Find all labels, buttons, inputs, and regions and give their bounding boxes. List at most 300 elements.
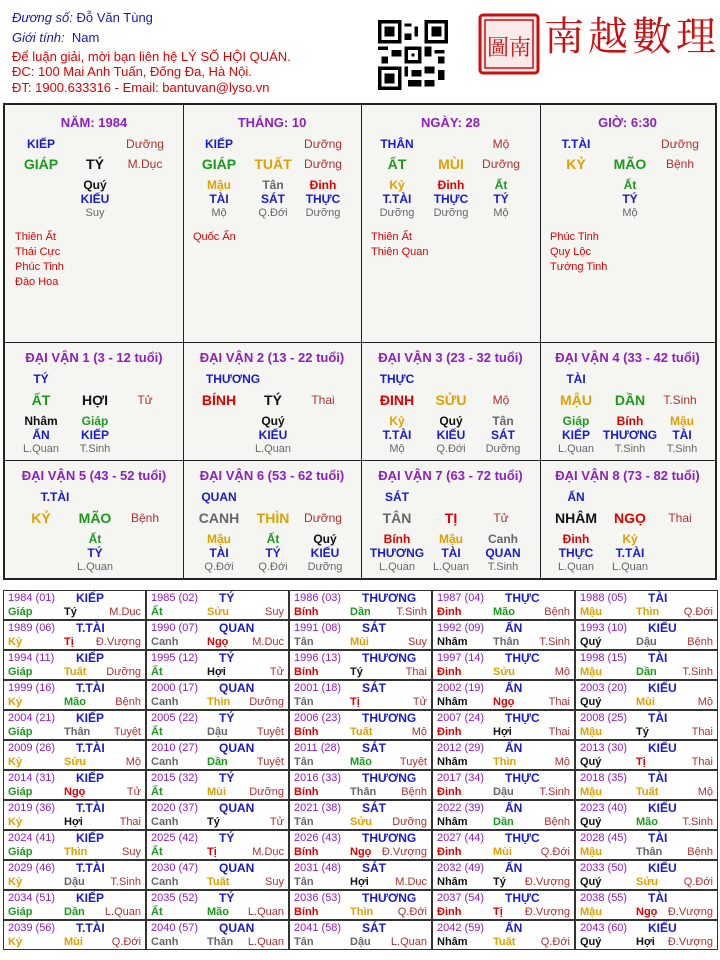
dai-van-cell: ẤN: [32, 428, 50, 442]
dai-van-cell: SÁT: [491, 428, 515, 442]
year-god: THƯƠNG: [362, 591, 417, 605]
year-god: KIẾU: [648, 741, 677, 755]
year-phase: Đ.Vượng: [667, 936, 713, 948]
heavenly-stem: KỶ: [566, 156, 586, 172]
year-cell[interactable]: [289, 770, 432, 800]
year-label: 2040 (57): [151, 922, 199, 934]
dai-van-cell: Mậu: [207, 532, 231, 546]
year-cell[interactable]: [432, 920, 575, 950]
year-cell[interactable]: [146, 650, 289, 680]
year-cell[interactable]: [432, 740, 575, 770]
year-label: 2019 (36): [8, 802, 56, 814]
year-cell[interactable]: [289, 830, 432, 860]
dai-van-cell: Quý: [313, 532, 337, 546]
dai-van-cell: TÝ: [265, 546, 281, 560]
dai-van-phase: Thai: [311, 393, 335, 407]
star-label: Đào Hoa: [15, 276, 59, 288]
year-phase: Thai: [405, 666, 427, 678]
year-cell[interactable]: [146, 890, 289, 920]
year-cell[interactable]: [575, 770, 718, 800]
year-cell[interactable]: [575, 680, 718, 710]
year-branch: Tuất: [636, 786, 659, 798]
year-branch: Thân: [636, 846, 663, 858]
year-phase: Dưỡng: [392, 816, 427, 828]
year-label: 2036 (53): [294, 892, 342, 904]
year-cell[interactable]: [575, 710, 718, 740]
name-line: [12, 10, 153, 25]
year-cell[interactable]: [432, 680, 575, 710]
year-phase: Đ.Vượng: [524, 876, 570, 888]
dai-van-cell: Ất: [266, 532, 280, 546]
heavenly-stem: ẤT: [387, 156, 407, 172]
year-phase: Bệnh: [544, 606, 570, 618]
dai-van-title: ĐẠI VẬN 5 (43 - 52 tuổi): [21, 468, 167, 483]
year-stem: Tân: [294, 816, 314, 828]
year-label: 2025 (42): [151, 832, 199, 844]
year-phase: Thai: [691, 726, 713, 738]
year-label: 1995 (12): [151, 652, 199, 664]
year-branch: Sửu: [636, 876, 659, 888]
year-cell[interactable]: [3, 740, 146, 770]
year-branch: Ngọ: [64, 786, 86, 798]
year-cell[interactable]: [575, 650, 718, 680]
year-god: KIẾP: [76, 651, 105, 665]
earthly-branch: TUẤT: [254, 156, 292, 172]
dai-van-cell: Canh: [488, 532, 518, 546]
year-god: KIẾP: [76, 831, 105, 845]
year-label: 2030 (47): [151, 862, 199, 874]
year-label: 2017 (34): [437, 772, 485, 784]
year-label: 2015 (32): [151, 772, 199, 784]
year-god: TÀI: [648, 651, 668, 665]
dai-van-title: ĐẠI VẬN 6 (53 - 62 tuổi): [199, 468, 345, 483]
year-cell[interactable]: [289, 890, 432, 920]
hidden-stem-cell: TÝ: [622, 192, 638, 206]
year-phase: Mộ: [697, 696, 713, 708]
year-label: 2010 (27): [151, 742, 199, 754]
year-label: 2016 (33): [294, 772, 342, 784]
hidden-stem-cell: THỰC: [305, 192, 341, 206]
year-label: 2001 (18): [294, 682, 342, 694]
year-label: 1999 (16): [8, 682, 56, 694]
year-cell[interactable]: [432, 800, 575, 830]
year-branch: Tị: [493, 906, 503, 918]
year-god: ẤN: [505, 741, 523, 755]
year-label: 2013 (30): [580, 742, 628, 754]
earthly-branch: TÝ: [86, 156, 104, 172]
dai-van-cell: Q.Đới: [204, 561, 234, 573]
year-branch: Tị: [636, 756, 646, 768]
dai-van-cell: L.Quan: [432, 561, 470, 573]
year-branch: Hợi: [350, 876, 369, 888]
dai-van-god: THỰC: [379, 372, 415, 386]
year-stem: Kỷ: [8, 756, 23, 768]
year-phase: L.Quan: [104, 906, 141, 918]
year-phase: M.Dục: [395, 876, 427, 888]
year-branch: Dậu: [636, 636, 657, 648]
year-branch: Tý: [207, 816, 220, 828]
year-branch: Mão: [64, 696, 86, 708]
year-cell[interactable]: [289, 860, 432, 890]
year-phase: Thai: [548, 696, 570, 708]
dai-van-branch: TÝ: [264, 392, 282, 408]
year-stem: Bính: [294, 906, 319, 918]
year-cell[interactable]: [3, 590, 146, 620]
year-phase: Bệnh: [544, 816, 570, 828]
year-god: KIẾP: [76, 591, 105, 605]
year-stem: Ất: [151, 906, 163, 918]
pillar-1: [5, 105, 183, 342]
year-cell[interactable]: [146, 800, 289, 830]
year-god: KIẾU: [648, 681, 677, 695]
dai-van-cell: QUAN: [485, 546, 521, 560]
year-god: KIẾU: [648, 801, 677, 815]
year-stem: Kỷ: [8, 936, 23, 948]
dai-van-cell: Giáp: [562, 414, 590, 428]
dai-van-cell: TÝ: [87, 546, 103, 560]
year-stem: Canh: [151, 936, 179, 948]
hidden-stem-cell: KIẾU: [80, 192, 110, 206]
year-phase: Bệnh: [401, 786, 427, 798]
dai-van-7: [361, 460, 540, 578]
year-branch: Tý: [493, 876, 506, 888]
year-branch: Thìn: [636, 606, 660, 618]
year-phase: Tuyệt: [399, 756, 427, 768]
year-god: ẤN: [505, 621, 523, 635]
year-label: 2037 (54): [437, 892, 485, 904]
year-cell[interactable]: [575, 590, 718, 620]
hidden-stem-cell: TÝ: [493, 192, 509, 206]
year-branch: Tuất: [350, 726, 373, 738]
pillar-3: [361, 105, 540, 342]
year-cell[interactable]: [3, 800, 146, 830]
year-god: QUAN: [219, 921, 255, 935]
dai-van-cell: L.Quan: [557, 561, 595, 573]
dai-van-cell: L.Quan: [254, 443, 292, 455]
year-god: THỰC: [505, 651, 540, 665]
hidden-stem-cell: Mậu: [207, 178, 231, 192]
year-label: 2008 (25): [580, 712, 628, 724]
year-stem: Đinh: [437, 786, 462, 798]
year-cell[interactable]: [432, 620, 575, 650]
year-branch: Dần: [207, 756, 228, 768]
dai-van-stem: BÍNH: [201, 392, 237, 408]
header: [0, 0, 720, 100]
year-label: 1994 (11): [8, 652, 55, 664]
year-cell[interactable]: [575, 620, 718, 650]
year-branch: Mùi: [64, 936, 83, 948]
year-phase: Q.Đới: [540, 846, 570, 858]
year-label: 2018 (35): [580, 772, 628, 784]
ten-god-top: KIẾP: [26, 137, 56, 151]
year-phase: Mộ: [125, 756, 141, 768]
year-stem: Nhâm: [437, 636, 468, 648]
dai-van-title: ĐẠI VẬN 1 (3 - 12 tuổi): [25, 350, 163, 365]
year-phase: Bệnh: [115, 696, 141, 708]
year-cell[interactable]: [575, 890, 718, 920]
year-stem: Giáp: [8, 786, 33, 798]
year-cell[interactable]: [289, 590, 432, 620]
dai-van-cell: Mậu: [670, 414, 694, 428]
year-cell[interactable]: [575, 920, 718, 950]
dai-van-stem: NHÂM: [555, 510, 597, 526]
year-branch: Ngọ: [207, 636, 229, 648]
year-cell[interactable]: [3, 650, 146, 680]
hidden-stem-cell: Mộ: [211, 207, 227, 219]
year-god: TÝ: [219, 651, 235, 665]
year-phase: Đ.Vượng: [381, 846, 427, 858]
year-branch: Thìn: [64, 846, 88, 858]
year-label: 2043 (60): [580, 922, 628, 934]
year-god: TÝ: [219, 831, 235, 845]
year-cell[interactable]: [575, 740, 718, 770]
year-branch: Hợi: [636, 936, 655, 948]
year-cell[interactable]: [575, 800, 718, 830]
year-phase: M.Dục: [252, 846, 284, 858]
brand-logo: 南越數理: [544, 14, 720, 60]
year-label: 1986 (03): [294, 592, 342, 604]
dai-van-2: [183, 342, 361, 460]
year-stem: Giáp: [8, 846, 33, 858]
year-cell[interactable]: [289, 620, 432, 650]
year-cell[interactable]: [432, 890, 575, 920]
year-stem: Canh: [151, 876, 179, 888]
year-branch: Ngọ: [350, 846, 372, 858]
year-cell[interactable]: [3, 860, 146, 890]
year-stem: Mậu: [580, 786, 602, 798]
year-god: TÝ: [219, 591, 235, 605]
year-branch: Mùi: [636, 696, 655, 708]
year-branch: Sửu: [493, 666, 516, 678]
year-cell[interactable]: [289, 920, 432, 950]
year-god: T.TÀI: [76, 861, 105, 875]
dai-van-cell: TÀI: [209, 546, 229, 560]
year-branch: Sửu: [64, 756, 87, 768]
year-cell[interactable]: [575, 860, 718, 890]
dai-van-cell: T.Sinh: [614, 443, 646, 455]
dai-van-phase: Bệnh: [130, 511, 160, 525]
year-label: 2034 (51): [8, 892, 56, 904]
year-branch: Ngọ: [636, 906, 658, 918]
star-label: Phúc Tinh: [550, 231, 599, 243]
address-line: ĐC: 100 Mai Anh Tuấn, Đống Đa, Hà Nội.: [12, 64, 252, 79]
year-stem: Quý: [580, 696, 602, 708]
year-branch: Tý: [350, 666, 363, 678]
star-label: Thiên Quan: [371, 246, 429, 258]
year-cell[interactable]: [146, 830, 289, 860]
year-god: THƯƠNG: [362, 711, 417, 725]
year-label: 1990 (07): [151, 622, 199, 634]
year-branch: Mùi: [493, 846, 512, 858]
year-stem: Đinh: [437, 846, 462, 858]
year-cell[interactable]: [575, 830, 718, 860]
year-god: TÀI: [648, 591, 668, 605]
dai-van-phase: Dưỡng: [304, 511, 342, 525]
year-label: 2007 (24): [437, 712, 485, 724]
dai-van-god: THƯƠNG: [205, 372, 261, 386]
year-cell[interactable]: [3, 710, 146, 740]
year-phase: Tử: [269, 816, 284, 828]
year-branch: Dần: [493, 816, 514, 828]
year-branch: Thân: [350, 786, 377, 798]
dai-van-cell: THƯƠNG: [369, 546, 425, 560]
phone-email-line[interactable]: ĐT: 1900.633316 - Email: bantuvan@lyso.vn: [12, 80, 270, 95]
year-god: TÀI: [648, 771, 668, 785]
year-cell[interactable]: [146, 920, 289, 950]
dai-van-cell: KIẾU: [436, 428, 466, 442]
year-label: 2033 (50): [580, 862, 628, 874]
year-stem: Mậu: [580, 666, 602, 678]
year-phase: T.Sinh: [539, 636, 570, 648]
year-cell[interactable]: [432, 710, 575, 740]
year-branch: Mùi: [207, 786, 226, 798]
year-stem: Giáp: [8, 606, 33, 618]
year-branch: Hợi: [493, 726, 512, 738]
dai-van-cell: TÀI: [672, 428, 692, 442]
year-cell[interactable]: [289, 800, 432, 830]
dai-van-stem: CANH: [198, 510, 240, 526]
year-phase: T.Sinh: [539, 786, 570, 798]
year-phase: Suy: [122, 846, 141, 858]
dai-van-cell: Đinh: [562, 532, 590, 546]
year-label: 2003 (20): [580, 682, 628, 694]
year-label: 1988 (05): [580, 592, 628, 604]
year-stem: Mậu: [580, 606, 602, 618]
hidden-phase: Bệnh: [665, 157, 695, 171]
year-phase: Mộ: [411, 726, 427, 738]
dai-van-cell: Nhâm: [24, 414, 58, 428]
gender-value: Nam: [71, 30, 100, 45]
year-branch: Tuất: [493, 936, 516, 948]
year-stem: Nhâm: [437, 936, 468, 948]
year-god: TÝ: [219, 711, 235, 725]
year-label: 2027 (44): [437, 832, 485, 844]
year-god: KIẾP: [76, 891, 105, 905]
year-cell[interactable]: [3, 680, 146, 710]
phase-top: Dưỡng: [126, 137, 164, 151]
year-stem: Quý: [580, 876, 602, 888]
year-cell[interactable]: [3, 770, 146, 800]
year-label: 2002 (19): [437, 682, 485, 694]
year-phase: Q.Đới: [683, 606, 713, 618]
dai-van-cell: Quý: [261, 414, 285, 428]
year-god: SÁT: [362, 861, 386, 875]
year-phase: T.Sinh: [110, 876, 141, 888]
dai-van-branch: DẦN: [614, 392, 646, 408]
year-phase: Tử: [126, 786, 141, 798]
year-phase: Bệnh: [687, 846, 713, 858]
year-label: 1984 (01): [8, 592, 56, 604]
dai-van-cell: L.Quan: [76, 561, 114, 573]
gender-label: Giới tính:: [12, 30, 65, 45]
dai-van-cell: L.Quan: [22, 443, 60, 455]
year-cell[interactable]: [146, 590, 289, 620]
dai-van-cell: KIẾP: [561, 428, 591, 442]
year-cell[interactable]: [146, 860, 289, 890]
qr-code-icon: [378, 20, 448, 90]
year-branch: Dậu: [350, 936, 371, 948]
annual-luck-table: [3, 590, 717, 950]
year-branch: Mùi: [350, 636, 369, 648]
star-label: Quy Lộc: [550, 246, 591, 258]
year-god: T.TÀI: [76, 741, 105, 755]
year-cell[interactable]: [146, 710, 289, 740]
year-branch: Hợi: [207, 666, 226, 678]
dai-van-cell: Dưỡng: [485, 443, 521, 455]
dai-van-cell: Kỷ: [622, 532, 638, 546]
year-stem: Nhâm: [437, 696, 468, 708]
dai-van-cell: L.Quan: [611, 561, 649, 573]
year-phase: Dưỡng: [249, 786, 284, 798]
year-label: 1991 (08): [294, 622, 342, 634]
year-label: 1989 (06): [8, 622, 56, 634]
year-stem: Bính: [294, 666, 319, 678]
year-god: QUAN: [219, 801, 255, 815]
year-cell[interactable]: [146, 770, 289, 800]
year-cell[interactable]: [146, 680, 289, 710]
year-cell[interactable]: [146, 740, 289, 770]
year-god: ẤN: [505, 921, 523, 935]
year-cell[interactable]: [3, 620, 146, 650]
year-cell[interactable]: [3, 830, 146, 860]
year-phase: Đ.Vượng: [667, 906, 713, 918]
year-label: 2011 (28): [294, 742, 341, 754]
ten-god-top: THÂN: [380, 137, 414, 151]
year-phase: Tuyệt: [256, 726, 284, 738]
year-cell[interactable]: [432, 770, 575, 800]
year-branch: Dậu: [493, 786, 514, 798]
year-cell[interactable]: [3, 920, 146, 950]
year-cell[interactable]: [289, 680, 432, 710]
hidden-stem-cell: Suy: [85, 207, 105, 219]
hidden-stem-cell: SÁT: [261, 192, 285, 206]
year-god: SÁT: [362, 801, 386, 815]
dai-van-cell: Dưỡng: [307, 561, 343, 573]
year-label: 2041 (58): [294, 922, 342, 934]
hidden-stem-cell: Tân: [262, 178, 284, 192]
dai-van-phase: Tử: [493, 511, 509, 525]
year-god: THỰC: [505, 711, 540, 725]
year-cell[interactable]: [289, 740, 432, 770]
year-cell[interactable]: [432, 830, 575, 860]
year-label: 2024 (41): [8, 832, 56, 844]
year-cell[interactable]: [432, 650, 575, 680]
year-phase: Q.Đới: [683, 876, 713, 888]
year-stem: Quý: [580, 936, 602, 948]
year-cell[interactable]: [432, 590, 575, 620]
year-god: SÁT: [362, 681, 386, 695]
year-cell[interactable]: [289, 710, 432, 740]
year-cell[interactable]: [289, 650, 432, 680]
year-stem: Bính: [294, 606, 319, 618]
year-label: 1992 (09): [437, 622, 485, 634]
year-god: TÀI: [648, 711, 668, 725]
dai-van-3: [361, 342, 540, 460]
hidden-stem-cell: Đinh: [309, 178, 337, 192]
pillar-title: THÁNG: 10: [237, 115, 307, 130]
year-cell[interactable]: [146, 620, 289, 650]
year-cell[interactable]: [3, 890, 146, 920]
year-stem: Tân: [294, 636, 314, 648]
star-label: Phúc Tinh: [15, 261, 64, 273]
year-cell[interactable]: [432, 860, 575, 890]
year-label: 1987 (04): [437, 592, 485, 604]
name-value: Đỗ Văn Tùng: [76, 10, 153, 25]
dai-van-title: ĐẠI VẬN 2 (13 - 22 tuổi): [199, 350, 345, 365]
dai-van-stem: TÂN: [382, 510, 412, 526]
year-label: 2014 (31): [8, 772, 56, 784]
dai-van-cell: L.Quan: [557, 443, 595, 455]
